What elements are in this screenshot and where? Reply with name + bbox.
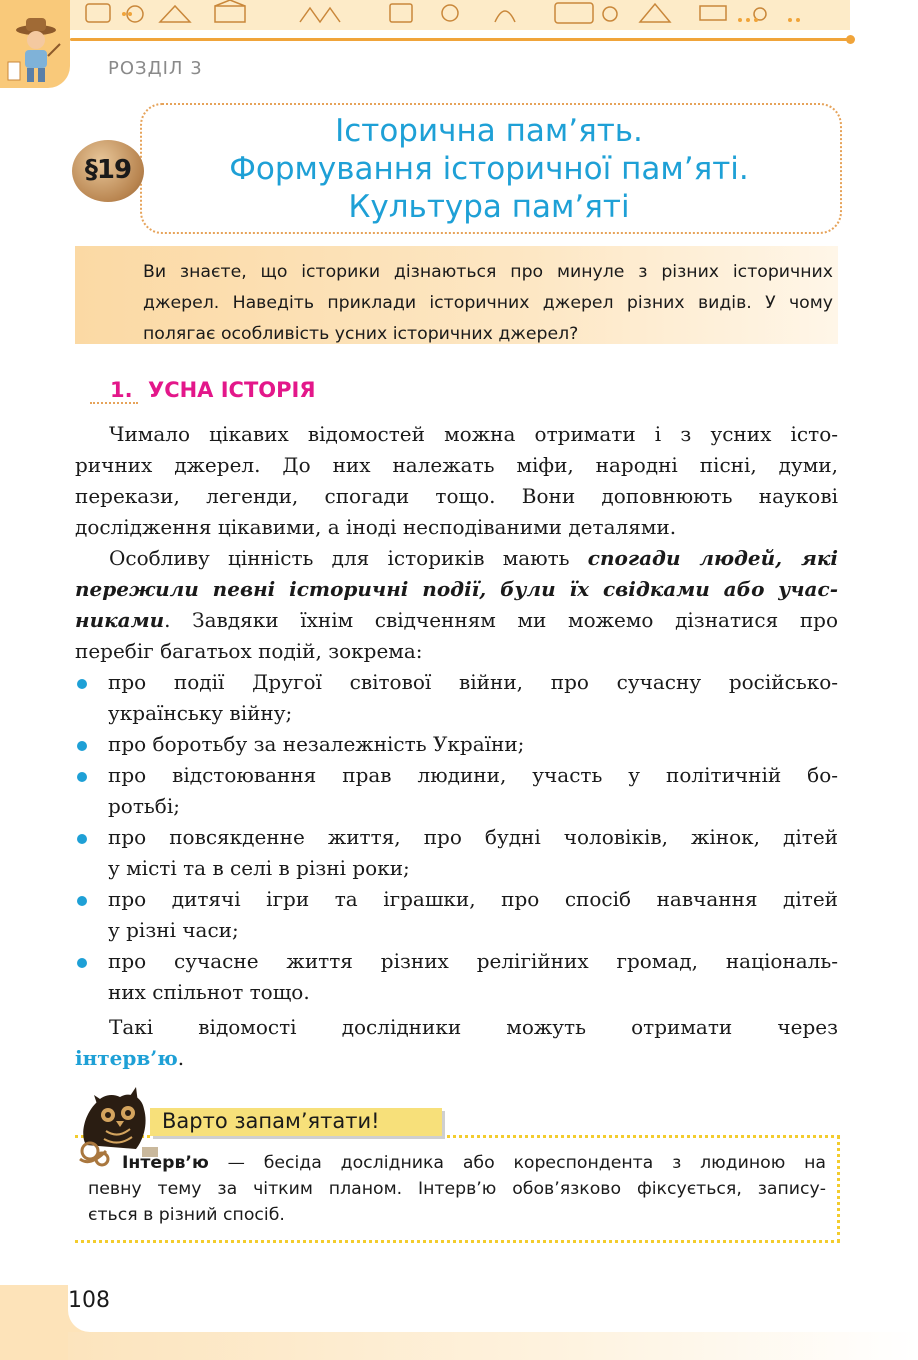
text-segment: . Завдяки їхнім свідченням ми можемо дізнатися про — [164, 608, 838, 632]
text-segment: . — [177, 1046, 185, 1070]
text-line: Чимало цікавих відомостей можна отримати і з усних істо- — [109, 422, 838, 446]
list-item-line: них спільнот тощо. — [108, 980, 310, 1004]
paragraph-1 — [75, 419, 838, 543]
bullet-icon — [75, 834, 91, 850]
title-line: Історична пам’ять. — [335, 113, 643, 149]
term-link: інтерв’ю — [75, 1046, 178, 1070]
bullet-icon — [75, 772, 91, 788]
title-line: Культура пам’яті — [348, 189, 630, 225]
explorer-mascot-icon — [0, 0, 70, 88]
paragraph-3 — [75, 1012, 838, 1074]
text-line: дослідження цікавими, а іноді несподіваними деталями. — [75, 515, 677, 539]
header-rule-dot — [846, 35, 855, 44]
remember-label — [150, 1108, 442, 1136]
text-line: перекази, легенди, спогади тощо. Вони доповнюють наукові — [75, 484, 838, 508]
list-item-line: про сучасне життя різних релігійних громад, національ- — [108, 949, 838, 973]
intro-text — [143, 259, 833, 352]
text-line: перебіг багатьох подій, зокрема: — [75, 639, 423, 663]
section-number-underline — [90, 402, 138, 404]
emphasis-text: спогади людей, які — [587, 546, 838, 570]
text-line — [75, 605, 838, 636]
list-item-line: про відстоювання прав людини, участь у політичній бо- — [108, 763, 838, 787]
chapter-corner — [0, 0, 70, 88]
paragraph-number: §19 — [84, 155, 132, 185]
text-line — [75, 1043, 838, 1074]
footer-bar — [68, 1332, 918, 1360]
text-segment: Особливу цінність для істориків мають — [109, 546, 588, 570]
definition-term: Інтерв’ю — [122, 1153, 209, 1173]
list-item — [108, 667, 838, 729]
text-line: ричних джерел. До них належать міфи, народні пісні, думи, — [75, 453, 838, 477]
bullet-icon — [75, 679, 91, 695]
bullet-icon — [75, 896, 91, 912]
emphasis-text: пережили певні історичні події, були їх свідками або учас- — [75, 577, 838, 601]
list-item-line: про події Другої світової війни, про сучасну російсько- — [108, 670, 838, 694]
section-number: 1. — [110, 378, 133, 402]
definition-text — [88, 1150, 826, 1228]
list-item-line: про повсякденне життя, про будні чоловіків, жінок, дітей — [108, 825, 838, 849]
list-item-line: ротьбі; — [108, 794, 180, 818]
section-label: РОЗДІЛ 3 — [108, 58, 203, 79]
list-item-line: про боротьбу за незалежність України; — [108, 732, 525, 756]
title-line: Формування історичної пам’яті. — [229, 151, 749, 187]
footer-panel — [68, 1285, 918, 1332]
paragraph-2 — [75, 543, 838, 667]
bullet-icon — [75, 741, 91, 757]
bullet-icon — [75, 958, 91, 974]
header-rule — [70, 38, 850, 41]
definition-line: певну тему за чітким планом. Інтерв’ю обов’язково фіксується, запису- — [88, 1179, 826, 1199]
definition-line — [88, 1150, 826, 1176]
text-line: Такі відомості дослідники можуть отримати через — [109, 1015, 838, 1039]
list-item-line: українську війну; — [108, 701, 293, 725]
page-title — [150, 112, 828, 226]
emphasis-text: никами — [75, 608, 165, 632]
list-item-line: про дитячі ігри та іграшки, про спосіб навчання дітей — [108, 887, 838, 911]
section-title: УСНА ІСТОРІЯ — [148, 378, 316, 402]
list-item-line: у різні часи; — [108, 918, 239, 942]
definition-line: ється в різний спосіб. — [88, 1205, 285, 1225]
list-item — [108, 822, 838, 884]
list-item — [108, 946, 838, 1008]
text-line — [75, 543, 838, 574]
list-item — [108, 729, 838, 760]
intro-line: полягає особливість усних історичних джерел? — [143, 324, 579, 344]
list-item — [108, 884, 838, 946]
list-item-line: у місті та в селі в різні роки; — [108, 856, 410, 880]
remember-label-text: Варто запам’ятати! — [162, 1109, 380, 1133]
page-number: 108 — [68, 1288, 110, 1313]
list-item — [108, 760, 838, 822]
intro-line: Ви знаєте, що історики дізнаються про минуле з різних історичних — [143, 262, 833, 282]
text-segment: — бесіда дослідника або кореспондента з людиною на — [208, 1153, 826, 1173]
paragraph-badge — [72, 140, 144, 202]
top-decor-icons — [0, 0, 918, 40]
intro-line: джерел. Наведіть приклади історичних джерел різних видів. У чому — [143, 293, 833, 313]
